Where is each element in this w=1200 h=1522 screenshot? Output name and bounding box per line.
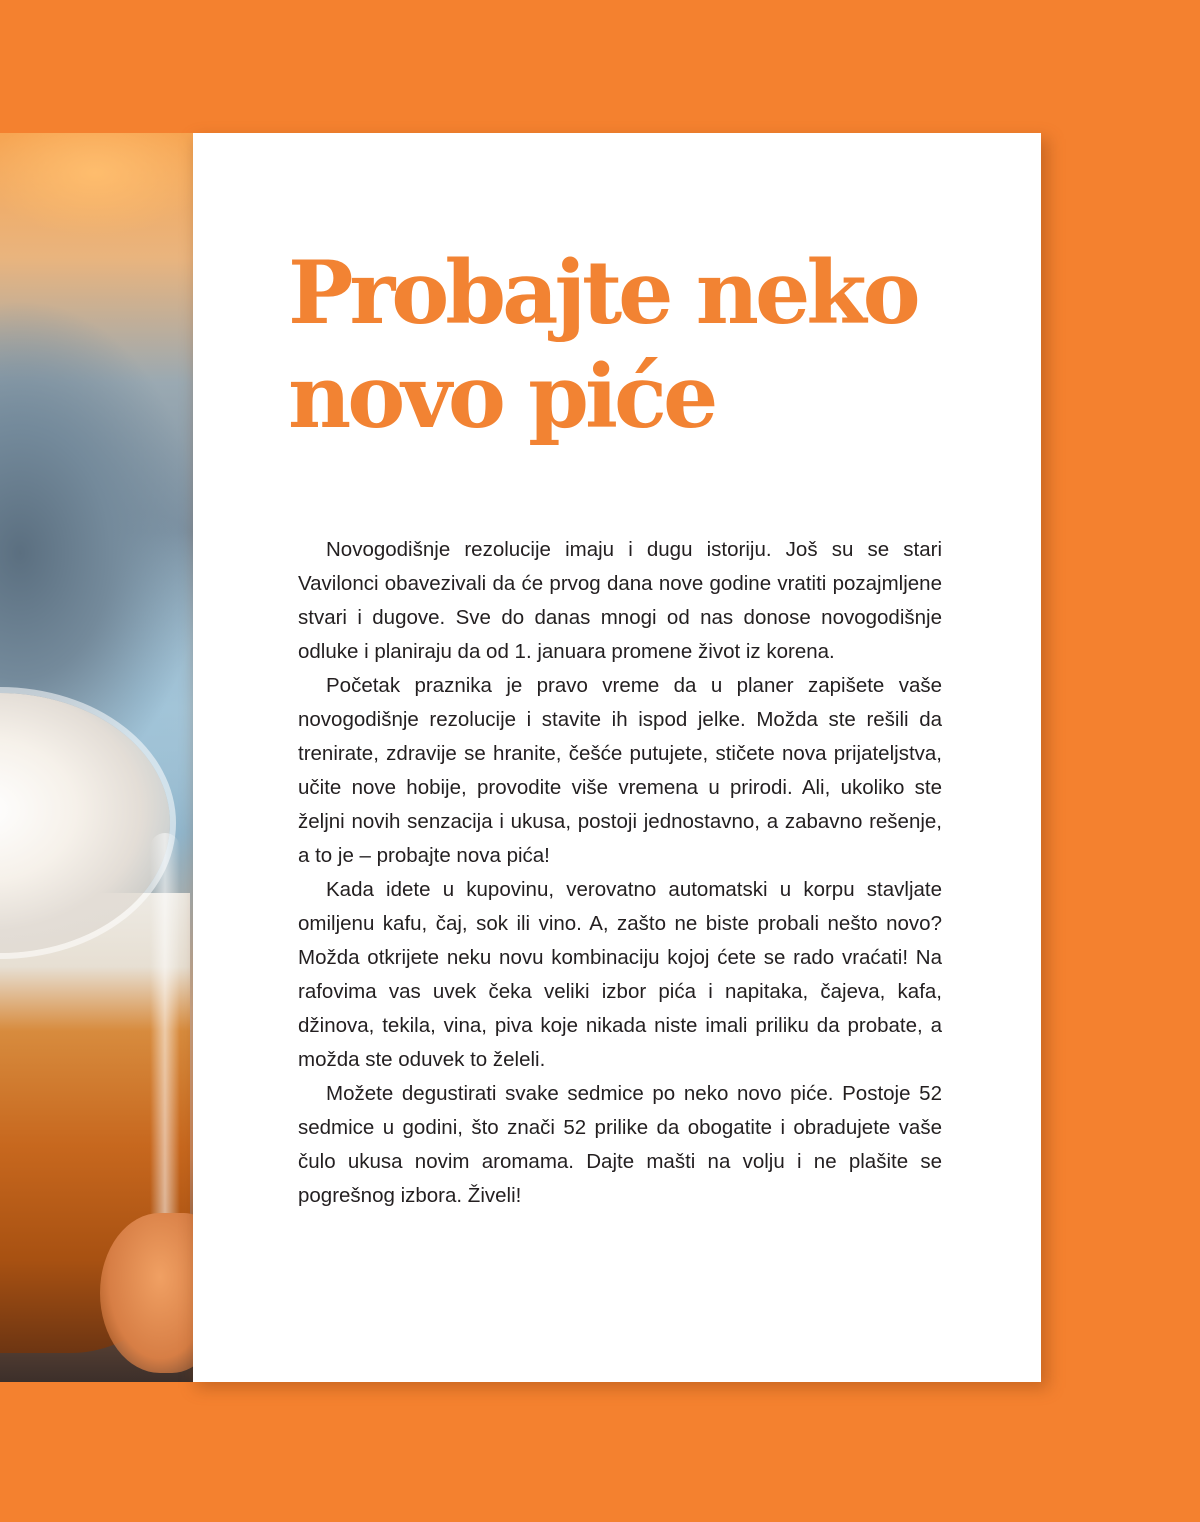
article-title [288,241,1008,449]
paragraph-1: Novogodišnje rezolucije imaju i dugu istoriju. Još su se stari Vavilonci obavezivali da će prvog dana nove godine vratiti pozajmljene stvari i dugove. Sve do danas mnogi od nas donose novogodišnje odluke i planiraju da od 1. januara promene život iz korena. [298,538,942,663]
beer-glass-photo [0,133,193,1382]
title-line-1: Probajte neko [288,241,917,344]
paragraph-4: Možete degustirati svake sedmice po neko novo piće. Postoje 52 sedmice u godini, što znači 52 prilike da obogatite i obradujete vaše čulo ukusa novim aromama. Dajte mašti na volju i ne plašite se pogrešnog izbora. Živeli! [298,1082,942,1207]
article-page [193,133,1041,1382]
title-line-2: novo piće [288,345,715,448]
article-body [298,533,942,1213]
paragraph-3: Kada idete u kupovinu, verovatno automatski u korpu stavljate omiljenu kafu, čaj, sok ili vino. A, zašto ne biste probali nešto novo? Možda otkrijete neku novu kombinaciju kojoj ćete se rado vraćati! Na rafovima vas uvek čeka veliki izbor pića i napitaka, čajeva, kafa, džinova, tekila, vina, piva koje nikada niste imali priliku da probate, a možda ste oduvek to želeli. [298,878,942,1071]
paragraph-2: Početak praznika je pravo vreme da u planer zapišete vaše novogodišnje rezolucije i stavite ih ispod jelke. Možda ste rešili da trenirate, zdravije se hranite, češće putujete, stičete nova prijateljstva, učite nove hobije, provodite više vremena u prirodi. Ali, ukoliko ste željni novih senzacija i ukusa, postoji jednostavno, a zabavno rešenje, a to je – probajte nova pića! [298,674,942,867]
